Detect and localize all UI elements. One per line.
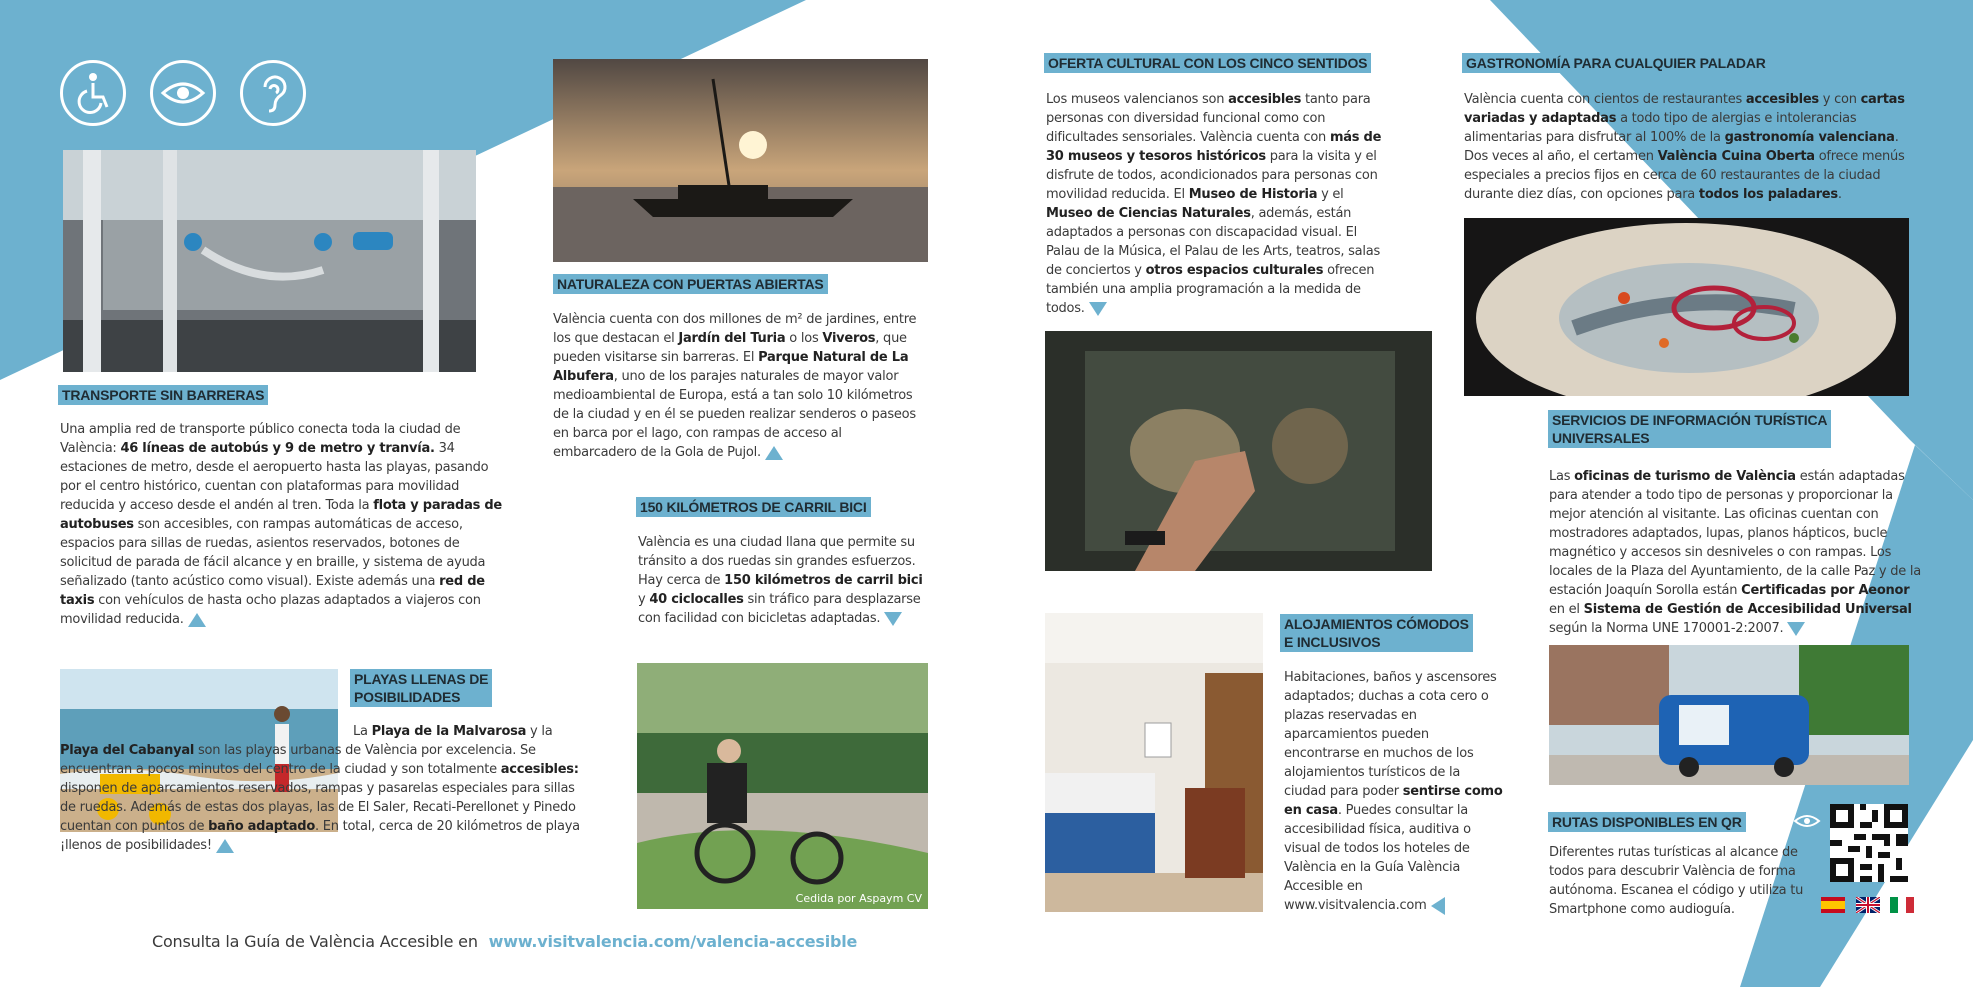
bold-text: 40 ciclocalles — [649, 592, 744, 607]
naturaleza-text: València cuenta con dos millones de m² de jardines, entre los que destacan el Jardín del Turia o los Viveros, que pueden visitarse sin barreras. El Parque Natural de La Albufera, uno de los parajes naturales de mayor valor medioambiental de Europa, está a tan solo 10 kilómetros de la ciudad y en él se pueden realizar senderos o paseos en barca por el lago, con rampas de acceso al embarcadero de la Gola de Pujol. — [553, 312, 917, 460]
bold-text: accesibles — [1745, 92, 1819, 107]
museum-photo — [1045, 331, 1432, 571]
footer — [152, 932, 857, 951]
servicios-text: Las oficinas de turismo de València están adaptadas para atender a todo tipo de personas y proporcionar la mejor atención al visitante. Las oficinas cuentan con mostradores adaptados, lupas, planos hápticos, bucle magnético y accesos sin desniveles o con rampas. Los locales de la Plaza del Ayuntamiento, de la calle Paz y de la estación Joaquín Sorolla están Certificadas por Aeonor en el Sistema de Gestión de Accesibilidad Universal según la Norma UNE 170001-2:2007. — [1549, 469, 1921, 636]
footer-url-link[interactable]: www.visitvalencia.com/valencia-accesible — [488, 932, 858, 951]
bold-text: València Cuina Oberta — [1657, 149, 1815, 164]
flag-spain-icon[interactable] — [1821, 897, 1845, 913]
qr-code[interactable] — [1830, 804, 1908, 882]
playas-heading: PLAYAS LLENAS DE POSIBILIDADES — [350, 669, 492, 707]
transporte-text: Una amplia red de transporte público conecta toda la ciudad de València: 46 líneas de autobús y 9 de metro y tranvía. 34 estaciones de metro, desde el aeropuerto hasta las playas, pasando por el centro histórico, cuentan con plataformas para movilidad reducida y acceso desde el andén al tren. Toda la flota y paradas de autobuses son accesibles, con rampas automáticas de acceso, espacios para sillas de ruedas, asientos reservados, botones de solicitud de parada de fácil alcance y en braille, y sistema de ayuda señalizado (tanto acústico como visual). Existe además una red de taxis con vehículos de hasta ocho plazas adaptados a viajeros con movilidad reducida. — [60, 422, 502, 627]
eye-icon — [1792, 807, 1822, 840]
bold-text: sentirse como en casa — [1284, 784, 1503, 818]
bold-text: Viveros — [822, 331, 876, 346]
rutas-text: Diferentes rutas turísticas al alcance de todos para descubrir València de forma autónoma. Escanea el código y utiliza tu Smartphone como audioguía. — [1549, 845, 1804, 917]
carril-bici-heading: 150 KILÓMETROS DE CARRIL BICI — [636, 497, 871, 517]
dish-photo — [1464, 218, 1909, 396]
arrow-up-icon — [216, 839, 234, 853]
bold-text: Museo de Historia — [1188, 187, 1318, 202]
gastronomia-heading: GASTRONOMÍA PARA CUALQUIER PALADAR — [1462, 53, 1770, 73]
bus-interior-photo — [63, 150, 476, 372]
bold-text: Sistema de Gestión de Accesibilidad Universal — [1583, 602, 1912, 617]
flag-uk-icon[interactable] — [1856, 897, 1880, 913]
bold-text: otros espacios culturales — [1145, 263, 1324, 278]
bold-text: Playa del Cabanyal — [60, 743, 195, 758]
flag-italy-icon[interactable] — [1890, 897, 1914, 913]
eye-icon — [150, 60, 216, 126]
naturaleza-heading: NATURALEZA CON PUERTAS ABIERTAS — [553, 274, 828, 294]
bold-text: accesibles — [1228, 92, 1302, 107]
arrow-up-icon — [188, 613, 206, 627]
bold-text: Museo de Ciencias Naturales — [1046, 206, 1251, 221]
arrow-down-icon — [1846, 188, 1864, 202]
arrow-up-icon — [765, 446, 783, 460]
bold-text: baño adaptado — [208, 819, 316, 834]
bold-text: todos los paladares — [1698, 187, 1838, 202]
wheelchair-icon — [60, 60, 126, 126]
oferta-cultural-text: Los museos valencianos son accesibles tanto para personas con diversidad funcional como con dificultades sensoriales. València cuenta con más de 30 museos y tesoros históricos para la visita y el disfrute de todos, acondicionados para personas con movilidad reducida. El Museo de Historia y el Museo de Ciencias Naturales, además, están adaptados a personas con discapacidad visual. El Palau de la Música, el Palau de les Arts, teatros, salas de conciertos y otros espacios culturales ofrecen también una amplia programación a la medida de todos. — [1046, 92, 1382, 316]
bold-text: red de taxis — [60, 574, 485, 608]
handbike-photo — [637, 663, 928, 909]
alojamientos-heading: ALOJAMIENTOS CÓMODOS E INCLUSIVOS — [1280, 614, 1473, 652]
arrow-down-icon — [1787, 622, 1805, 636]
photo-credit: Cedida por Aspaym CV — [795, 892, 922, 905]
arrow-down-icon — [884, 612, 902, 626]
arrow-down-icon — [1089, 302, 1107, 316]
bold-text: Jardín del Turia — [678, 331, 786, 346]
bold-text: accesibles: — [500, 762, 579, 777]
gastronomia-text: València cuenta con cientos de restaurantes accesibles y con cartas variadas y adaptadas a todo tipo de alergias e intolerancias alimentarias para disfrutar al 100% de la gastronomía valenciana. Dos veces al año, el certamen València Cuina Oberta ofrece menús especiales a precios fijos en cerca de 60 restaurantes de la ciudad durante diez días, con opciones para todos los paladares. — [1464, 92, 1905, 202]
ear-icon — [1764, 807, 1792, 840]
bold-text: flota y paradas de autobuses — [60, 498, 502, 532]
bold-text: Certificadas por Aeonor — [1741, 583, 1910, 598]
bold-text: gastronomía valenciana — [1724, 130, 1895, 145]
rutas-heading: RUTAS DISPONIBLES EN QR — [1548, 812, 1746, 832]
servicios-heading: SERVICIOS DE INFORMACIÓN TURÍSTICA UNIVERSALES — [1548, 410, 1831, 448]
transporte-heading: TRANSPORTE SIN BARRERAS — [58, 385, 268, 405]
bold-text: Parque Natural de La Albufera — [553, 350, 909, 384]
bold-text: Playa de la Malvarosa — [371, 724, 527, 739]
footer-label: Consulta la Guía de València Accesible en — [152, 932, 478, 951]
playas-text: La Playa de la Malvarosa y la Playa del Cabanyal son las playas urbanas de València por excelencia. Se encuentran a pocos minutos del centro de la ciudad y son totalmente accesibles: disponen de aparcamientos reservados, rampas y pasarelas especiales para sillas de ruedas. Además de estas dos playas, las de El Saler, Recati-Perellonet y Pinedo cuentan con puntos de baño adaptado. En total, cerca de 20 kilómetros de playa ¡llenos de posibilidades! — [60, 724, 580, 853]
carril-bici-text: València es una ciudad llana que permite su tránsito a dos ruedas sin grandes esfuerzos. Hay cerca de 150 kilómetros de carril bici y 40 ciclocalles sin tráfico para desplazarse con facilidad con bicicletas adaptadas. — [638, 535, 923, 626]
bold-text: más de 30 museos y tesoros históricos — [1046, 130, 1382, 164]
bold-text: 150 kilómetros de carril bici — [724, 573, 923, 588]
alojamientos-text: Habitaciones, baños y ascensores adaptados; duchas a cota cero o plazas reservadas en aparcamientos pueden encontrarse en muchos de los alojamientos turísticos de la ciudad para poder sentirse como en casa. Puedes consultar la accesibilidad física, auditiva o visual de todos los hoteles de València en la Guía València Accesible en www.visitvalencia.com — [1284, 670, 1503, 913]
hotel-room-photo — [1045, 613, 1263, 912]
bold-text: 46 líneas de autobús y 9 de metro y tranvía. — [120, 441, 435, 456]
bold-text: oficinas de turismo de València — [1574, 469, 1796, 484]
ear-icon — [240, 60, 306, 126]
bold-text: cartas variadas y adaptadas — [1464, 92, 1905, 126]
tourist-info-van-photo — [1549, 645, 1909, 785]
arrow-left-icon — [1431, 897, 1445, 915]
oferta-cultural-heading: OFERTA CULTURAL CON LOS CINCO SENTIDOS — [1044, 53, 1371, 73]
albufera-sunset-photo — [553, 59, 928, 262]
